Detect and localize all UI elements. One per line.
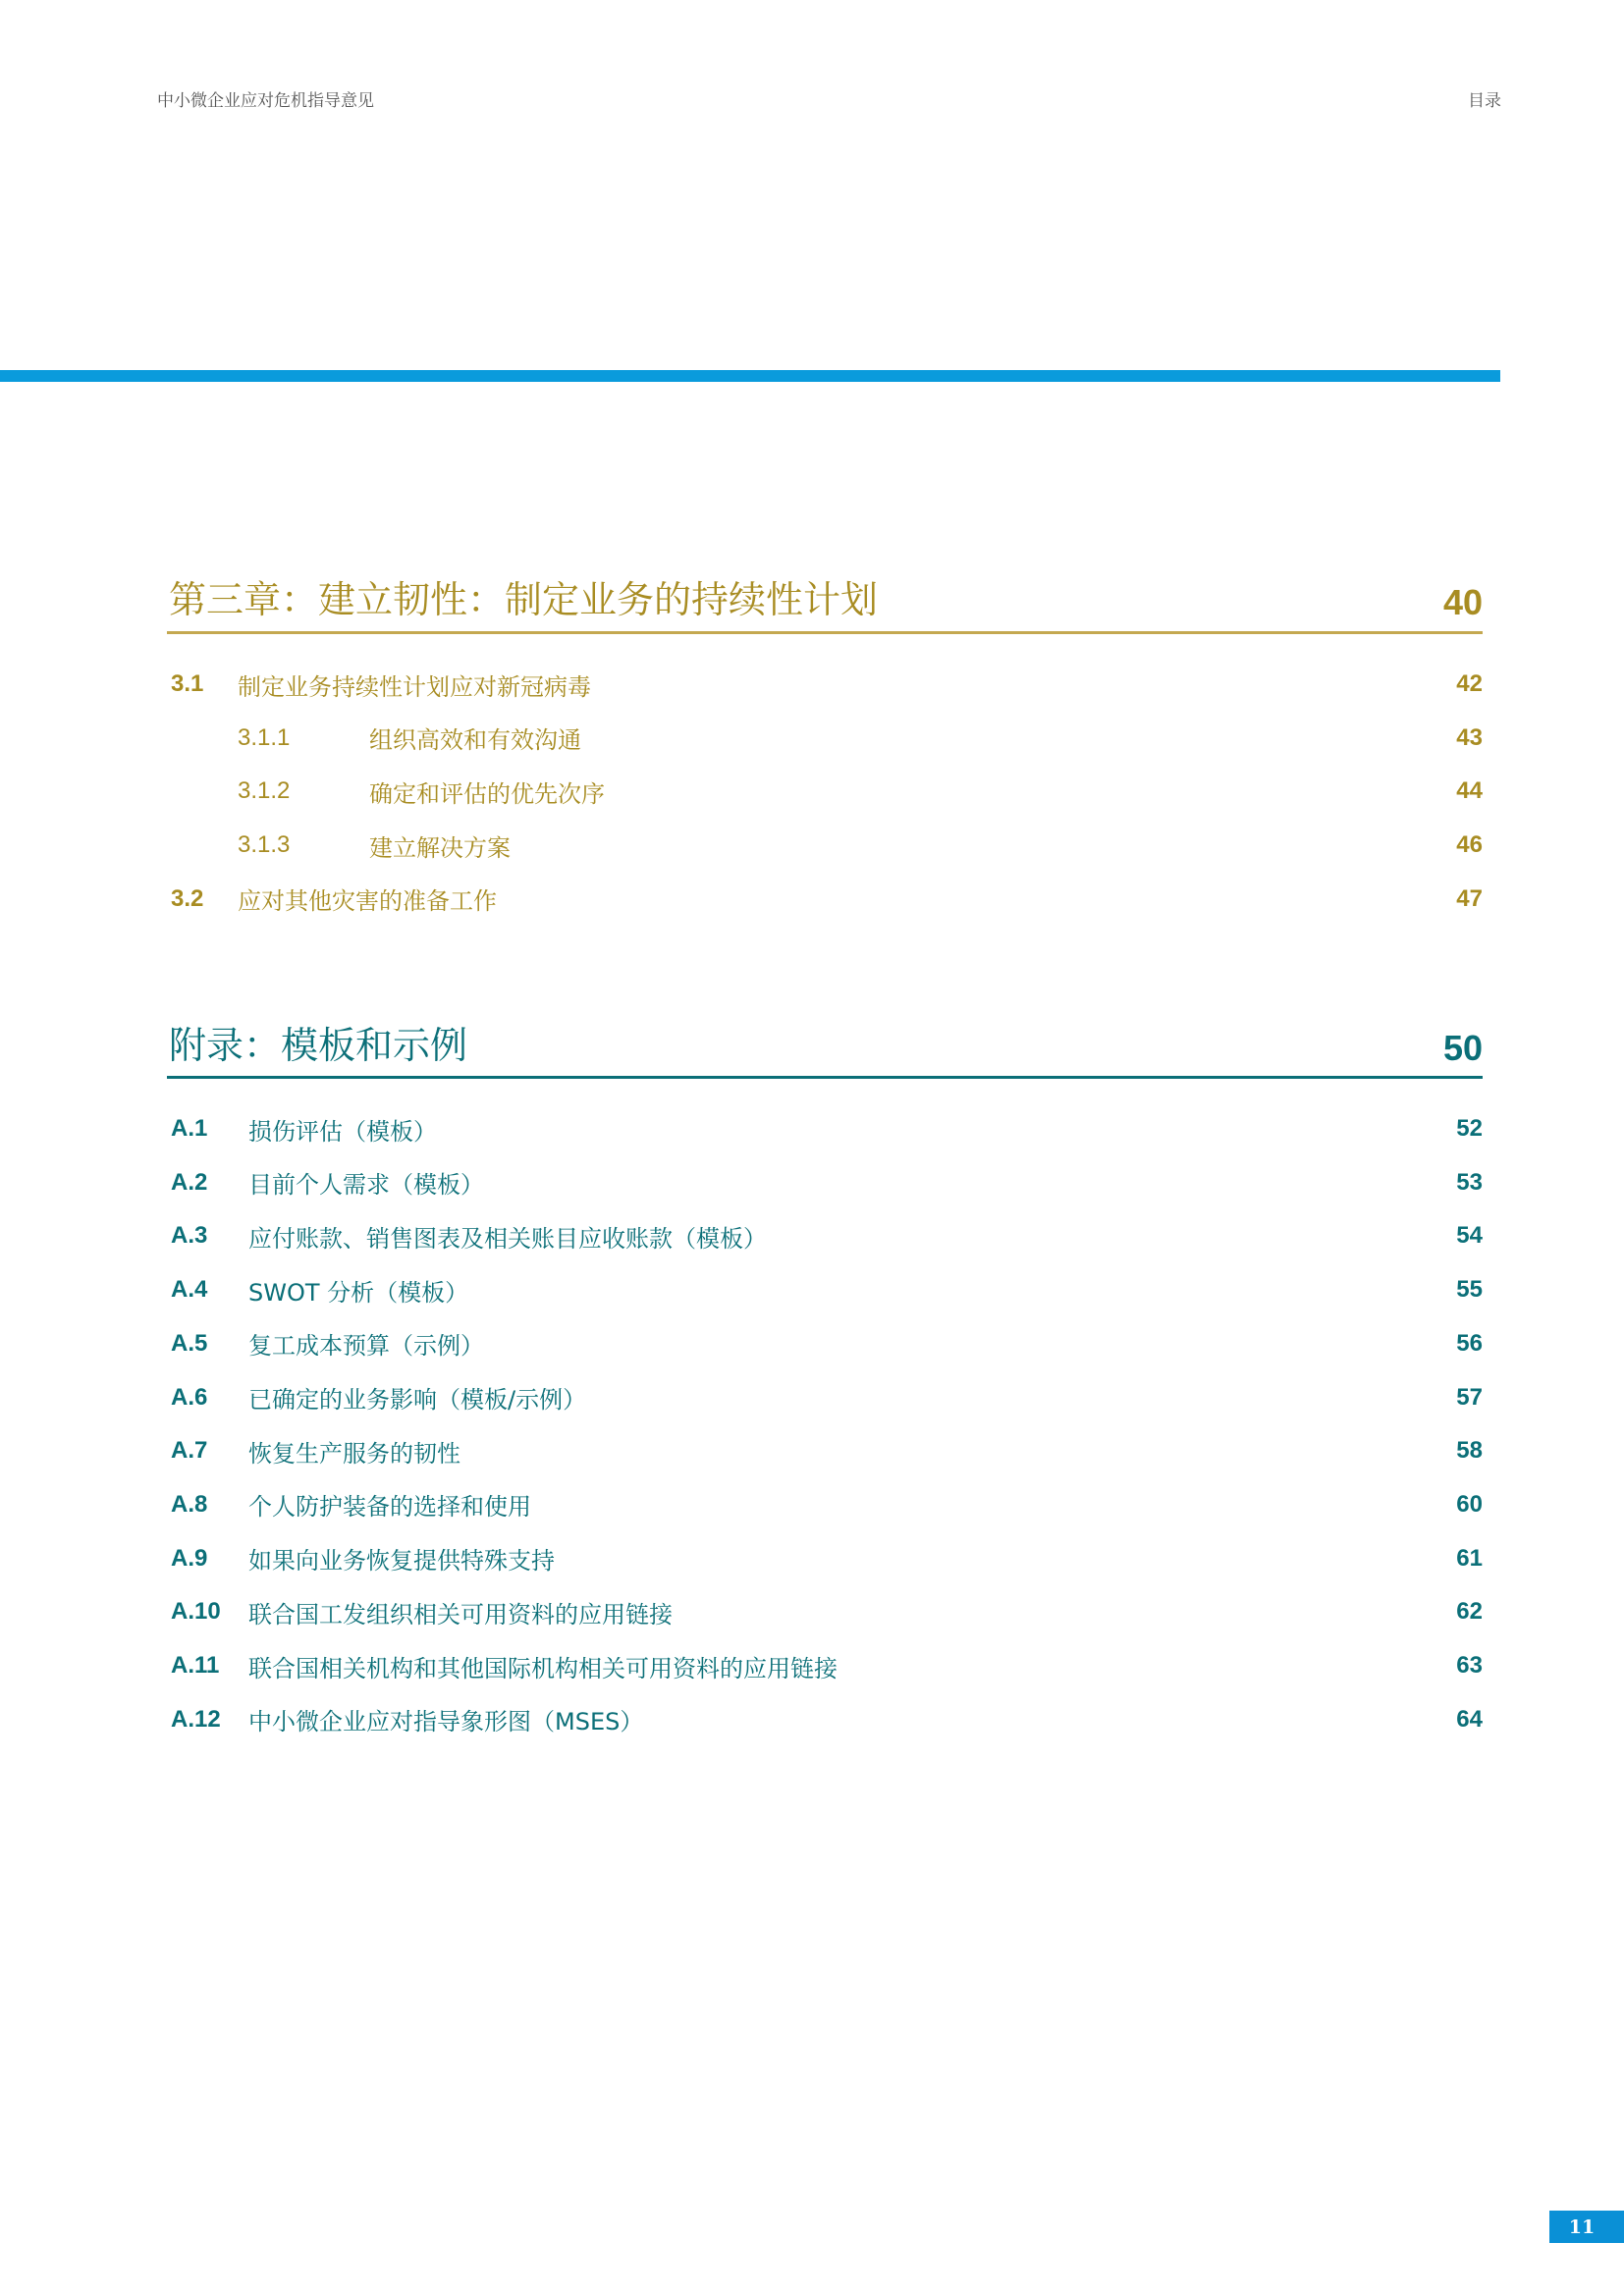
toc-entry-number: A.2 <box>171 1168 208 1196</box>
toc-entry-number: A.1 <box>171 1115 208 1142</box>
page-number: 11 <box>1549 2211 1624 2243</box>
toc-entry[interactable] <box>171 1487 1483 1522</box>
toc-entry-page: 57 <box>1456 1383 1483 1411</box>
toc-entry-number: A.9 <box>171 1544 208 1572</box>
toc-entry[interactable] <box>171 1111 1483 1147</box>
toc-entry-page: 47 <box>1456 884 1483 912</box>
toc-entry-page: 55 <box>1456 1276 1483 1304</box>
appendix-heading[interactable] <box>169 1015 1483 1069</box>
toc-entry-text: 已确定的业务影响（模板/示例） <box>248 1386 587 1414</box>
toc-entry-page: 46 <box>1456 831 1483 859</box>
toc-entry[interactable] <box>171 1380 1483 1415</box>
toc-entry-text: 中小微企业应对指导象形图（MSES） <box>248 1708 644 1736</box>
toc-entry-page: 52 <box>1456 1115 1483 1142</box>
toc-entry-page: 56 <box>1456 1329 1483 1357</box>
toc-entry-text: 目前个人需求（模板） <box>248 1171 484 1200</box>
toc-entry[interactable] <box>171 1433 1483 1468</box>
toc-entry-text: 组织高效和有效沟通 <box>369 726 581 755</box>
toc-entry[interactable] <box>171 828 1483 863</box>
toc-entry-number: A.7 <box>171 1437 208 1465</box>
toc-entry[interactable] <box>171 721 1483 756</box>
toc-entry-page: 63 <box>1456 1652 1483 1679</box>
toc-entry-number: A.8 <box>171 1490 208 1518</box>
toc-entry-page: 53 <box>1456 1168 1483 1196</box>
toc-entry-number: 3.1.2 <box>238 777 291 805</box>
toc-entry-text: 应对其他灾害的准备工作 <box>238 887 497 916</box>
toc-entry-text: 损伤评估（模板） <box>248 1117 437 1146</box>
toc-entry-number: 3.1.1 <box>238 723 291 751</box>
appendix-page: 50 <box>1442 1028 1483 1068</box>
toc-entry-text: 联合国相关机构和其他国际机构相关可用资料的应用链接 <box>248 1654 838 1682</box>
toc-entry[interactable] <box>171 881 1483 917</box>
toc-entry-text: 个人防护装备的选择和使用 <box>248 1493 531 1522</box>
toc-entry[interactable] <box>171 1218 1483 1254</box>
toc-entry-number: A.6 <box>171 1383 208 1411</box>
header-accent-bar <box>0 370 1500 382</box>
toc-entry[interactable] <box>171 1272 1483 1308</box>
toc-entry-text: 应付账款、销售图表及相关账目应收账款（模板） <box>248 1224 767 1253</box>
toc-entry-number: A.4 <box>171 1276 208 1304</box>
toc-entry-page: 54 <box>1456 1222 1483 1250</box>
toc-entry-number: A.12 <box>171 1705 221 1733</box>
appendix-divider <box>167 1076 1483 1079</box>
toc-entry[interactable] <box>171 1702 1483 1737</box>
chapter3-title: 第三章：建立韧性：制定业务的持续性计划 <box>169 578 879 621</box>
toc-entry-text: 如果向业务恢复提供特殊支持 <box>248 1547 555 1575</box>
toc-entry-page: 42 <box>1456 670 1483 697</box>
chapter3-divider <box>167 631 1483 634</box>
toc-entry-number: 3.1 <box>171 670 204 697</box>
toc-entry[interactable] <box>171 774 1483 809</box>
toc-entry-text: 建立解决方案 <box>369 833 511 862</box>
toc-entry-page: 64 <box>1456 1705 1483 1733</box>
toc-entry-page: 60 <box>1456 1490 1483 1518</box>
toc-entry-page: 43 <box>1456 723 1483 751</box>
toc-entry[interactable] <box>171 1165 1483 1201</box>
chapter3-page: 40 <box>1442 582 1483 622</box>
toc-entry-number: A.5 <box>171 1329 208 1357</box>
appendix-title: 附录：模板和示例 <box>169 1024 468 1067</box>
toc-entry-page: 61 <box>1456 1544 1483 1572</box>
toc-entry-page: 62 <box>1456 1598 1483 1626</box>
toc-entry-text: 联合国工发组织相关可用资料的应用链接 <box>248 1600 673 1629</box>
toc-entry-text: 制定业务持续性计划应对新冠病毒 <box>238 672 591 701</box>
toc-entry-number: A.10 <box>171 1598 221 1626</box>
toc-entry-number: 3.1.3 <box>238 831 291 859</box>
toc-entry-number: A.11 <box>171 1652 220 1679</box>
toc-entry[interactable] <box>171 667 1483 702</box>
toc-entry-text: 确定和评估的优先次序 <box>369 779 605 808</box>
chapter3-heading[interactable] <box>169 569 1483 623</box>
toc-entry[interactable] <box>171 1648 1483 1683</box>
toc-entry-page: 58 <box>1456 1437 1483 1465</box>
section-label: 目录 <box>1468 91 1501 111</box>
toc-entry[interactable] <box>171 1541 1483 1576</box>
toc-entry-text: SWOT 分析（模板） <box>248 1278 469 1307</box>
toc-entry[interactable] <box>171 1594 1483 1629</box>
toc-entry-text: 复工成本预算（示例） <box>248 1332 484 1361</box>
toc-entry-text: 恢复生产服务的韧性 <box>248 1439 460 1468</box>
toc-entry[interactable] <box>171 1326 1483 1362</box>
toc-entry-number: A.3 <box>171 1222 208 1250</box>
document-title: 中小微企业应对危机指导意见 <box>157 91 374 111</box>
toc-entry-page: 44 <box>1456 777 1483 805</box>
toc-entry-number: 3.2 <box>171 884 204 912</box>
